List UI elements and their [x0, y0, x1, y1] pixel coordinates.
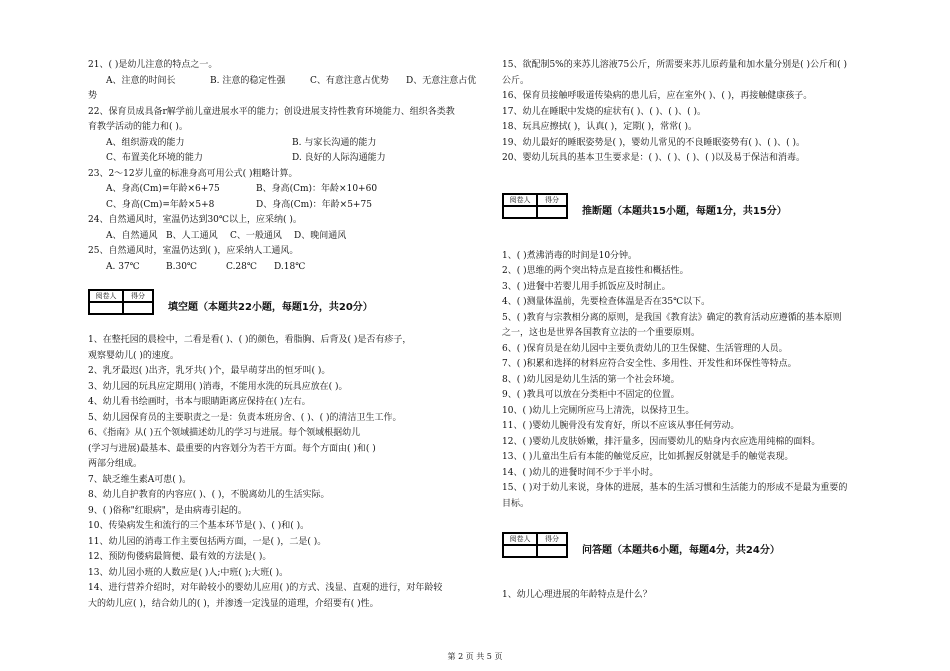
q24-option-d: D、晚间通风 — [294, 230, 347, 241]
question-24: 24、自然通风时，室温仍达到30℃以上，应采纳( )。 — [88, 215, 302, 225]
q21-option-c: C、有意注意占优势 — [310, 75, 389, 86]
fill-12: 12、预防佝偻病最简便、最有效的方法是( )。 — [88, 552, 272, 562]
judge-9: 9、( )教具可以放在分类柜中不固定的位置。 — [502, 390, 680, 400]
score-label: 得分 — [123, 290, 153, 302]
score-cell — [123, 302, 153, 314]
fill-6: 6、《指南》从( )五个领域描述幼儿的学习与进展。每个领域根据幼儿 — [88, 428, 361, 438]
judge-5-continued: 之一，这也是世界各国教育立法的一个重要原则。 — [502, 328, 701, 338]
fill-20: 20、婴幼儿玩具的基本卫生要求是：( )、( )、( )、( )以及易于保洁和消毒。 — [502, 153, 805, 163]
fill-14-continued: 大的幼儿应( )，结合幼儿的( )，并渗透一定浅显的道理，介绍要有( )性。 — [88, 598, 379, 609]
fill-6-continued-2: 两部分组成。 — [88, 459, 143, 469]
reviewer-cell — [89, 302, 123, 314]
section-title: 推断题（本题共15小题，每题1分，共15分） — [582, 205, 787, 217]
fill-11: 11、幼儿园的消毒工作主要包括两方面，一是( )，二是( )。 — [88, 536, 327, 547]
judge-3: 3、( )进餐中若婴儿用手抓饭应及时制止。 — [502, 281, 671, 292]
fill-6-continued: (学习与进展)最基本、最重要的内容划分为若干方面。每个方面由( )和( ) — [88, 443, 376, 454]
score-box — [502, 532, 568, 558]
q22-options-2 — [88, 151, 480, 167]
judge-15-continued: 目标。 — [502, 498, 530, 509]
judgment-section-header — [502, 191, 922, 219]
q22-option-d: D. 良好的人际沟通能力 — [292, 153, 386, 163]
reviewer-label: 阅卷人 — [503, 194, 537, 206]
fill-19: 19、幼儿最好的睡眠姿势是( )，婴幼儿常见的不良睡眠姿势有( )、( )、( )。 — [502, 137, 805, 148]
fill-18: 18、玩具应擦拭( )，认真( )，定期( )，常常( )。 — [502, 122, 697, 132]
answer-1: 1、幼儿心理进展的年龄特点是什么？ — [502, 590, 652, 600]
fill-16: 16、保育员接触呼吸道传染病的患儿后，应在室外( )、( )，再接触健康孩子。 — [502, 91, 813, 101]
q25-options — [88, 260, 480, 276]
judge-11: 11、( )婴幼儿腕骨没有发育好，所以不应该从事任何劳动。 — [502, 421, 740, 431]
reviewer-cell — [503, 545, 537, 557]
q23-option-b: B、身高(Cm)：年龄×10+60 — [256, 184, 378, 194]
score-box — [88, 289, 154, 315]
question-25: 25、自然通风时，室温仍达到( )，应采纳人工通风。 — [88, 246, 299, 256]
judge-14: 14、( )幼儿的进餐时间不少于半小时。 — [502, 467, 659, 478]
question-23: 23、2～12岁儿童的标准身高可用公式( )粗略计算。 — [88, 168, 298, 179]
reviewer-cell — [503, 206, 537, 218]
q24-options — [88, 229, 480, 245]
fill-15-continued: 公斤。 — [502, 75, 530, 86]
q24-option-a: A、自然通风 — [106, 230, 158, 241]
q22-option-c: C、布置美化环境的能力 — [106, 153, 203, 163]
question-22: 22、保育员成具备r解学前儿童进展水平的能力；创设进展支持性教育环境能力、组织各类教 — [88, 106, 455, 117]
fill-17: 17、幼儿在睡眠中发烧的症状有( )、( )、( )、( )。 — [502, 106, 706, 117]
q21-continued: 势 — [88, 91, 98, 101]
page-footer: 第 2 页 共 5 页 — [447, 652, 503, 661]
reviewer-label: 阅卷人 — [503, 533, 537, 545]
fill-1-continued: 观察婴幼儿( )的速度。 — [88, 350, 179, 361]
q23-option-a: A、身高(Cm)=年龄×6+75 — [106, 184, 220, 194]
q22-option-a: A、组织游戏的能力 — [106, 137, 185, 148]
fill-in-section-header — [88, 287, 480, 315]
q21-option-b: B. 注意的稳定性强 — [210, 75, 286, 86]
q21-option-d: D、无意注意占优 — [406, 75, 477, 86]
q23-option-d: D、身高(Cm)：年龄×5+75 — [256, 199, 372, 210]
judge-12: 12、( )婴幼儿皮肤娇嫩，排汗量多，因而婴幼儿的贴身内衣应选用纯棉的面料。 — [502, 436, 821, 447]
right-column — [502, 58, 922, 604]
left-column — [88, 58, 480, 612]
q22-continued: 育教学活动的能力和( )。 — [88, 122, 188, 132]
fill-3: 3、幼儿园的玩具应定期用( )消毒，不能用水洗的玩具应放在( )。 — [88, 381, 348, 392]
judge-15: 15、( )对于幼儿来说，身体的进展，基本的生活习惯和生活能力的形成不是最为重要的 — [502, 483, 848, 493]
q22-options-1 — [88, 136, 480, 152]
score-label: 得分 — [537, 533, 567, 545]
q23-option-c: C、身高(Cm)=年龄×5+8 — [106, 199, 215, 210]
q22-option-b: B. 与家长沟通的能力 — [292, 137, 377, 148]
judge-13: 13、( )儿童出生后有本能的触觉反应，比如抓握反射就是手的触觉表现。 — [502, 452, 794, 462]
judge-5: 5、( )教育与宗教相分离的原则，是我国《教育法》确定的教育活动应遵循的基本原则 — [502, 312, 842, 323]
reviewer-label: 阅卷人 — [89, 290, 123, 302]
fill-5: 5、幼儿园保育员的主要职责之一是：负责本班房舍、( )、( )的清洁卫生工作。 — [88, 412, 402, 423]
fill-10: 10、传染病发生和流行的三个基本环节是( )、( )和( )。 — [88, 521, 310, 531]
fill-8: 8、幼儿自护教育的内容应( )、( )，不脱离幼儿的生活实际。 — [88, 490, 330, 500]
q23-options-1 — [88, 182, 480, 198]
fill-9: 9、( )俗称"红眼病"，是由病毒引起的。 — [88, 505, 247, 516]
q23-options-2 — [88, 198, 480, 214]
score-label: 得分 — [537, 194, 567, 206]
fill-15: 15、欲配制5%的来苏儿溶液75公斤，所需要来苏儿原药量和加水量分别是( )公斤和( ) — [502, 60, 847, 70]
judge-2: 2、( )思维的两个突出特点是直接性和概括性。 — [502, 266, 689, 276]
question-21: 21、( )是幼儿注意的特点之一。 — [88, 60, 218, 70]
score-box — [502, 193, 568, 219]
q21-option-a: A、注意的时间长 — [106, 75, 176, 86]
q24-option-b: B、人工通风 — [166, 230, 218, 241]
score-cell — [537, 206, 567, 218]
fill-1: 1、在整托园的晨检中，二看是看( )、( )的颜色，看脂胸、后背及( )是否有疹子， — [88, 335, 412, 345]
fill-7: 7、缺乏维生素A可患( )。 — [88, 474, 192, 485]
fill-13: 13、幼儿园小班的人数应是( )人;中班( );大班( )。 — [88, 567, 289, 578]
q24-option-c: C、一般通风 — [230, 230, 282, 241]
judge-4: 4、( )测量体温前，先要检查体温是否在35℃以下。 — [502, 297, 711, 307]
q25-option-a: A. 37℃ — [106, 261, 140, 272]
score-cell — [537, 545, 567, 557]
fill-4: 4、幼儿看书绘画时，书本与眼睛距离应保持在( )左右。 — [88, 397, 311, 407]
section-title: 问答题（本题共6小题，每题4分，共24分） — [582, 545, 780, 556]
q25-option-b: B.30℃ — [166, 261, 197, 272]
fill-2: 2、乳牙最迟( )出齐，乳牙共( )个，最早萌芽出的恒牙叫( )。 — [88, 366, 331, 376]
fill-14: 14、进行营养介绍时，对年龄较小的婴幼儿应用( )的方式、浅显、直观的进行，对年龄较 — [88, 583, 443, 593]
judge-6: 6、( )保育员是在幼儿园中主要负责幼儿的卫生保健、生活管理的人员。 — [502, 343, 788, 354]
judge-7: 7、( )积累和选择的材料应符合安全性、多用性、开发性和环保性等特点。 — [502, 359, 797, 369]
q25-option-c: C.28℃ — [226, 261, 257, 272]
q25-option-d: D.18℃ — [274, 261, 306, 272]
judge-1: 1、( )煮沸消毒的时间是10分钟。 — [502, 250, 638, 261]
qa-section-header — [502, 530, 922, 558]
section-title: 填空题（本题共22小题，每题1分，共20分） — [168, 302, 373, 313]
judge-8: 8、( )幼儿园是幼儿生活的第一个社会环境。 — [502, 374, 680, 385]
q21-options — [88, 74, 480, 90]
judge-10: 10、( )幼儿上完厕所应马上清洗，以保持卫生。 — [502, 405, 695, 416]
